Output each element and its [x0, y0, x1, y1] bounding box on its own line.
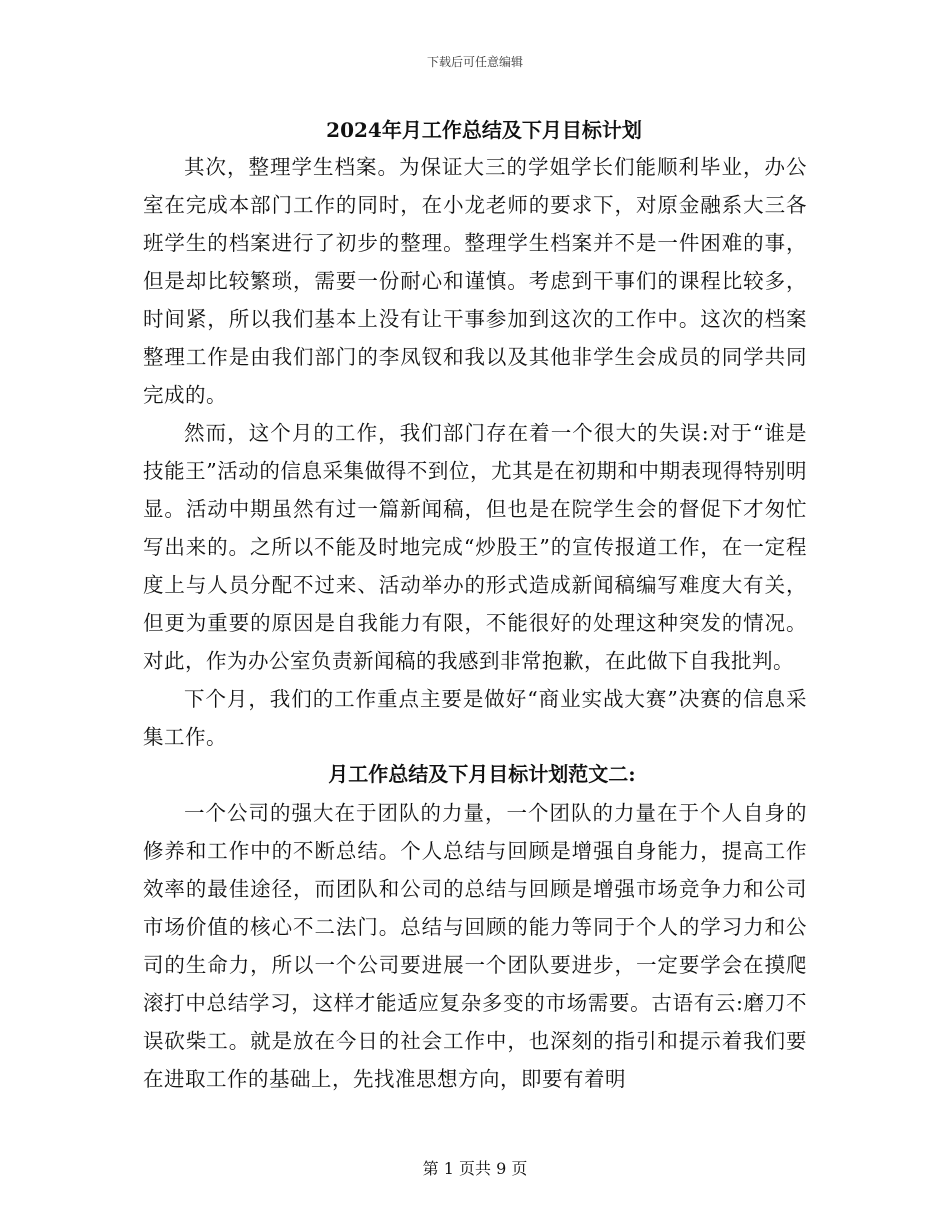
page-number: 第 1 页共 9 页 — [422, 1159, 528, 1178]
body-paragraph: 然而，这个月的工作，我们部门存在着一个很大的失误:对于“谁是技能王”活动的信息采集做得不到位，尤其是在初期和中期表现得特别明显。活动中期虽然有过一篇新闻稿，但也是在院学生会的督促下才匆忙写出来的。之所以不能及时地完成“炒股王”的宣传报道工作，在一定程度上与人员分配不过来、活动举办的形式造成新闻稿编写难度大有关，但更为重要的原因是自我能力有限，不能很好的处理这种突发的情况。对此，作为办公室负责新闻稿的我感到非常抱歉，在此做下自我批判。 — [143, 421, 807, 673]
section-title: 月工作总结及下月目标计划范文二: — [328, 762, 636, 786]
document-body — [143, 112, 807, 1098]
body-paragraph: 下个月，我们的工作重点主要是做好“商业实战大赛”决赛的信息采集工作。 — [143, 687, 807, 749]
document-title: 2024年月工作总结及下月目标计划 — [326, 118, 642, 142]
body-paragraph: 其次，整理学生档案。为保证大三的学姐学长们能顺利毕业，办公室在完成本部门工作的同时，在小龙老师的要求下，对原金融系大三各班学生的档案进行了初步的整理。整理学生档案并不是一件困难的事，但是却比较繁琐，需要一份耐心和谨慎。考虑到干事们的课程比较多，时间紧，所以我们基本上没有让干事参加到这次的工作中。这次的档案整理工作是由我们部门的李凤钗和我以及其他非学生会成员的同学共同完成的。 — [143, 155, 807, 407]
page-header-note: 下载后可任意编辑 — [426, 55, 523, 69]
body-paragraph: 一个公司的强大在于团队的力量，一个团队的力量在于个人自身的修养和工作中的不断总结。个人总结与回顾是增强自身能力，提高工作效率的最佳途径，而团队和公司的总结与回顾是增强市场竞争力和公司市场价值的核心不二法门。总结与回顾的能力等同于个人的学习力和公司的生命力，所以一个公司要进展一个团队要进步，一定要学会在摸爬滚打中总结学习，这样才能适应复杂多变的市场需要。古语有云:磨刀不误砍柴工。就是放在今日的社会工作中，也深刻的指引和提示着我们要在进取工作的基础上，先找准思想方向，即要有着明 — [143, 801, 807, 1091]
